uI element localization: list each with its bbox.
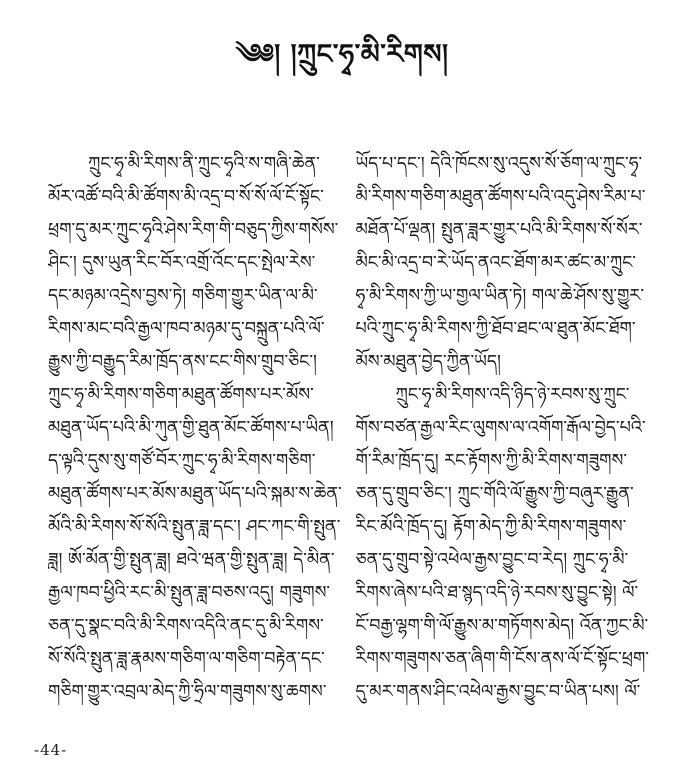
text-line: མོའི་མི་རིགས་སོ་སོའི་སྤུན་ཟླ་དང་། ཤང་ཀང་གི་སྤུན་ <box>48 517 341 537</box>
text-line: ཅན་དུ་གྲུབ་ཅིང་། ཀྲུང་གོའི་ལོ་རྒྱུས་ཀྱི་བཞུར་རྒྱུན་ <box>355 484 634 504</box>
text-line: དང་མཉམ་འདྲེས་བྱས་ཏེ། གཅིག་གྱུར་ཡིན་ལ་མི་ <box>48 286 318 306</box>
text-line: ཕྲག་དུ་མར་ཀྲུང་ཧྭའི་ཤེས་རིག་གི་བཅུད་ཀྱིས་གསོས་ <box>48 220 339 240</box>
text-line: ཀྲུང་ཧྭ་མི་རིགས་འདི་ཉིད་ཉེ་རབས་སུ་ཀྲུང་ <box>395 385 630 405</box>
text-line: གོ་རིམ་ཁྲོད་དུ། རང་རྟོགས་ཀྱི་མི་རིགས་གཟུགས་ <box>355 451 627 471</box>
text-line: པའི་ཀྲུང་ཧྭ་མི་རིགས་ཀྱི་ཐོབ་ཐང་ལ་ཐུན་མོང་ཐོག་ <box>355 319 636 339</box>
text-line: ཧྭ་མི་རིགས་ཀྱི་ཡ་གྱལ་ཡིན་ཏེ། གལ་ཆེ་ཤོས་སུ་གྱུར་ <box>355 286 645 306</box>
text-body <box>48 148 650 709</box>
text-line: ཀྲུང་ཧྭ་མི་རིགས་གཅིག་མཐུན་ཚོགས་པར་མོས་ <box>48 385 314 405</box>
text-line: གོས་བཙན་རྒྱལ་རིང་ལུགས་ལ་འགོག་རྒོལ་བྱེད་པའི་ <box>355 418 646 438</box>
text-line: དུ་མར་གནས་ཤིང་འཕེལ་རྒྱས་བྱུང་བ་ཡིན་པས། ལོ་ <box>355 682 641 702</box>
text-line: རྒྱུས་ཀྱི་བརྒྱུད་རིམ་ཁྲོད་ནས་ངང་གིས་གྲུབ་ཅིང་། <box>48 352 317 372</box>
text-line: མོས་མཐུན་བྱེད་ཀྱིན་ཡོད། <box>355 352 501 372</box>
left-column <box>48 148 343 709</box>
text-line: རྒྱལ་ཁབ་ཕྱིའི་རང་མི་སྤུན་ཟླ་བཅས་འདུ། གཟུགས་ <box>48 583 331 603</box>
text-line: ཅན་དུ་སྣང་བའི་མི་རིགས་འདིའི་ནང་དུ་མི་རིགས་ <box>48 616 324 636</box>
page-title: ༄༅། །ཀྲུང་ཧྭ་མི་རིགས། <box>235 39 449 70</box>
text-line: རིགས་མང་བའི་རྒྱལ་ཁབ་མཉམ་དུ་བསྐྲུན་པའི་ལོ་ <box>48 319 325 339</box>
text-line: སོ་སོའི་སྤུན་ཟླ་རྣམས་གཅིག་ལ་གཅིག་བརྟེན་དང་ <box>48 649 325 669</box>
text-line: མིང་མི་འདྲ་བ་རེ་ཡོད་ནའང་ཐོག་མར་ཚང་མ་ཀྲུང་ <box>355 253 636 273</box>
right-column <box>356 148 651 709</box>
text-line: ཅན་དུ་གྲུབ་སྟེ་འཕེལ་རྒྱས་བྱུང་བ་རེད། ཀྲུང་ཧྭ་མི་ <box>355 550 629 570</box>
text-line: གཅིག་གྱུར་འབྲལ་མེད་ཀྱི་ཧྲིལ་གཟུགས་སུ་ཆགས་ <box>48 682 327 702</box>
text-line: མི་རིགས་གཅིག་མཐུན་ཚོགས་པའི་འདུ་ཤེས་རིམ་པ་ <box>355 187 646 207</box>
text-line: མཐུན་ཚོགས་པར་མོས་མཐུན་ཡོད་པའི་སྐམ་ས་ཆེན་ <box>48 484 342 504</box>
text-line: ཀྲུང་ཧྭ་མི་རིགས་ནི་ཀྲུང་ཧྭའི་ས་གཞི་ཆེན་ <box>88 154 320 174</box>
text-line: རིང་མོའི་ཁྲོད་དུ། རྟོག་མེད་ཀྱི་མི་རིགས་གཟུགས་ <box>355 517 627 537</box>
text-line: ཡོད་པ་དང་། དེའི་ཁོངས་སུ་འདུས་སོ་ཅོག་ལ་ཀྲུང་ཧྭ་ <box>355 154 643 174</box>
text-line: ཟླ། ཨོ་མོན་གྱི་སྤུན་ཟླ། ཐའེ་ཝན་གྱི་སྤུན་ཟླ། དེ་མིན་ <box>48 550 335 570</box>
page-number: -44- <box>34 741 68 759</box>
text-line: མཐུན་ཡོད་པའི་མི་ཀུན་གྱི་ཐུན་མོང་ཚོགས་པ་ཡིན། <box>48 418 334 438</box>
text-line: ངོ་བརྒྱ་ལྷག་གི་ལོ་རྒྱུས་མ་གཏོགས་མེད། འོན་ཀྱང་མི་ <box>355 616 649 636</box>
text-line: མཐོན་པོ་ལྡན། སྤུན་ཟླར་གྱུར་པའི་མི་རིགས་སོ་སོར་ <box>355 220 643 240</box>
text-line: ད་ལྟའི་དུས་སུ་གཙོ་བོར་ཀྲུང་ཧྭ་མི་རིགས་གཅིག་ <box>48 451 316 471</box>
text-line: ཤིང་། དུས་ཡུན་རིང་བོར་འགྲོ་འོང་དང་སྤེལ་རེས་ <box>48 253 316 273</box>
text-line: རིགས་ཞེས་པའི་ཐ་སྙད་འདི་ཉེ་རབས་སུ་བྱུང་སྟེ། ལོ་ <box>355 583 639 603</box>
text-line: རིགས་གཟུགས་ཅན་ཞིག་གི་ངོས་ནས་ལོ་ངོ་སྟོང་ཕྲག་ <box>355 649 649 669</box>
text-line: མོར་འཚོ་བའི་མི་ཚོགས་མི་འདྲ་བ་སོ་སོ་ལོ་ངོ་སྟོང་ <box>48 187 324 207</box>
